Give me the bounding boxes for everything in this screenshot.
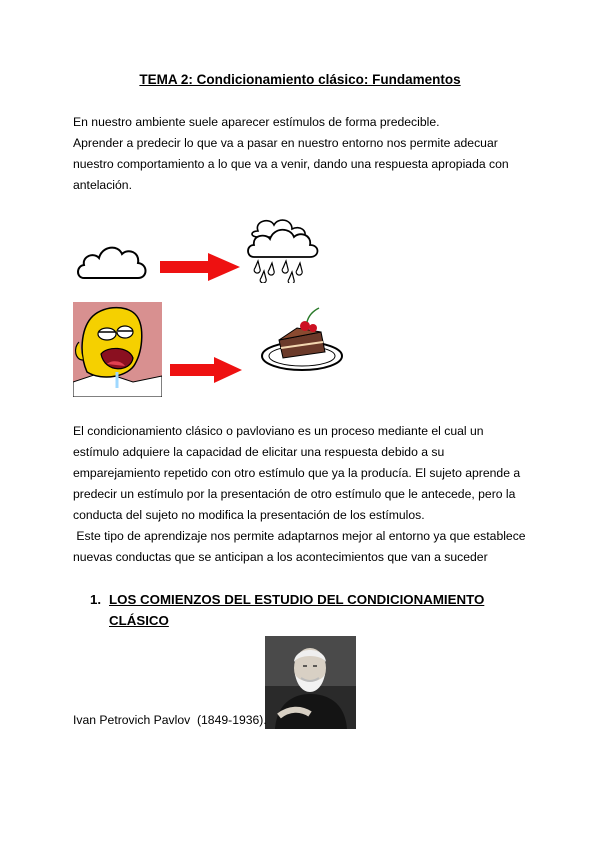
intro-line: En nuestro ambiente suele aparecer estímulos de forma predecible. [73, 115, 440, 129]
pavlov-portrait-image [265, 636, 356, 729]
intro-paragraph [73, 112, 533, 196]
rain-cloud-image [244, 217, 324, 283]
body-line: Este tipo de aprendizaje nos permite adaptarnos mejor al entorno ya que establece [73, 529, 526, 543]
body-line: predecir un estímulo por la presentación de otro estímulo que le antecede, pero la [73, 487, 516, 501]
section-title-line: LOS COMIENZOS DEL ESTUDIO DEL CONDICIONAMIENTO [109, 592, 485, 607]
body-paragraph [73, 421, 533, 568]
intro-line: Aprender a predecir lo que va a pasar en nuestro entorno nos permite adecuar [73, 136, 498, 150]
homer-drooling-image [73, 302, 162, 397]
body-line: El condicionamiento clásico o pavloviano es un proceso mediante el cual un [73, 424, 484, 438]
cake-slice-image [257, 302, 347, 376]
section-number: 1. [90, 592, 102, 607]
body-line: estímulo adquiere la capacidad de elicitar una respuesta debido a su [73, 445, 445, 459]
arrow-right-icon [160, 252, 242, 282]
intro-line: nuestro comportamiento a lo que va a venir, dando una respuesta apropiada con [73, 157, 509, 171]
page-title: TEMA 2: Condicionamiento clásico: Fundamentos [139, 72, 461, 87]
cloud-image [74, 236, 150, 284]
portrait-caption: Ivan Petrovich Pavlov (1849-1936). [73, 713, 267, 727]
arrow-right-icon [170, 356, 244, 384]
intro-line: antelación. [73, 178, 132, 192]
body-line: conducta del sujeto no modifica la presentación de los estímulos. [73, 508, 425, 522]
body-line: emparejamiento repetido con otro estímulo que ya la producía. El sujeto aprende a [73, 466, 521, 480]
section-title-line: CLÁSICO [109, 613, 169, 628]
body-line: nuevas conductas que se anticipan a los acontecimientos que van a suceder [73, 550, 488, 564]
section-title [109, 589, 484, 631]
